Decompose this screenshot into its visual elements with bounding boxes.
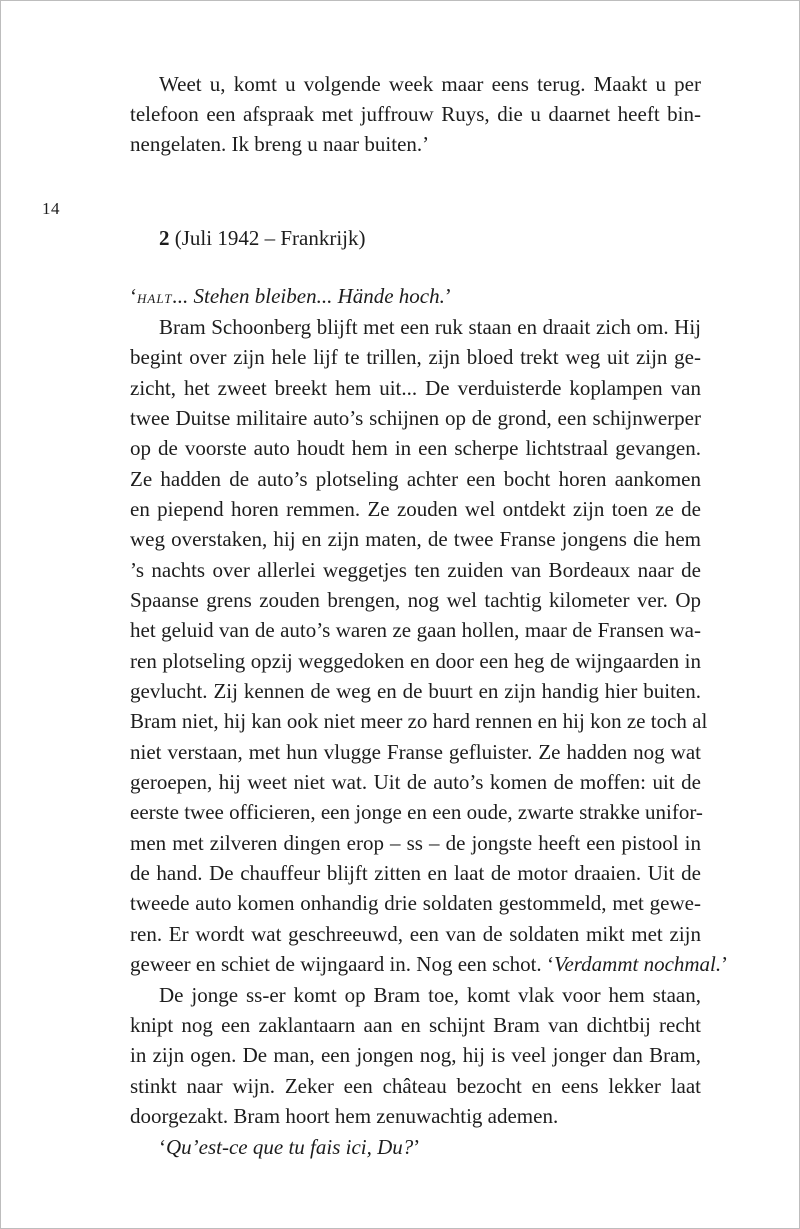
opening-line [130,281,452,311]
quote-mark: ’ [413,1135,421,1159]
chapter-subtitle: (Juli 1942 – Frankrijk) [174,226,366,250]
quote-mark: ‘ [159,1135,166,1159]
text-line: Ze hadden de auto’s plotseling achter een bocht horen aankomen [130,467,701,491]
text-line: gevlucht. Zij kennen de weg en de buurt en zijn handig hier buiten. [130,679,701,703]
text-line: niet verstaan, met hun vlugge Franse gefluister. Ze hadden nog wat [130,740,701,764]
quote-mark: ‘ [130,284,137,308]
page-number: 14 [42,199,60,218]
text-line: zicht, het zweet breekt hem uit... De verduisterde koplampen van [130,376,701,400]
text-line-last [130,949,729,979]
quote-mark: ’ [721,952,729,976]
halt-word: halt [137,287,173,308]
text-line: Spaanse grens zouden brengen, nog wel tachtig kilometer ver. Op [130,588,701,612]
text-line: men met zilveren dingen erop – ss – de jongste heeft een pistool in [130,831,701,855]
text-line: in zijn ogen. De man, een jongen nog, hij is veel jonger dan Bram, [130,1043,701,1067]
text-line: eerste twee officieren, een jonge en een oude, zwarte strakke unifor- [130,800,703,824]
opening-italic: ... Stehen bleiben... Hände hoch. [172,284,445,308]
text-line: het geluid van de auto’s waren ze gaan hollen, maar de Fransen wa- [130,618,701,642]
text-line: nengelaten. Ik breng u naar buiten.’ [130,132,430,156]
closing-line [159,1132,420,1162]
quote-mark: ’ [444,284,452,308]
text-span: geweer en schiet de wijngaard in. Nog een schot. [130,952,547,976]
text-line: doorgezakt. Bram hoort hem zenuwachtig ademen. [130,1104,559,1128]
text-line: ren plotseling opzij weggedoken en door een heg de wijngaarden in [130,649,701,673]
text-line: knipt nog een zaklantaarn aan en schijnt Bram van dichtbij recht [130,1013,701,1037]
text-line: Weet u, komt u volgende week maar eens terug. Maakt u per [159,72,701,96]
text-line: geroepen, hij weet niet wat. Uit de auto’s komen de moffen: uit de [130,770,701,794]
text-line: De jonge ss-er komt op Bram toe, komt vlak voor hem staan, [159,983,701,1007]
text-line: en piepend horen remmen. Ze zouden wel ontdekt zijn toen ze de [130,497,701,521]
text-line: Bram niet, hij kan ook niet meer zo hard rennen en hij kon ze toch al [130,709,708,733]
text-line: de hand. De chauffeur blijft zitten en laat de motor draaien. Uit de [130,861,701,885]
italic-question: Qu’est-ce que tu fais ici, Du? [166,1135,414,1159]
text-line: begint over zijn hele lijf te trillen, zijn bloed trekt weg uit zijn ge- [130,345,701,369]
text-line: ’s nachts over allerlei weggetjes ten zuiden van Bordeaux naar de [130,558,701,582]
text-line: stinkt naar wijn. Zeker een château bezocht en eens lekker laat [130,1074,701,1098]
text-line: twee Duitse militaire auto’s schijnen op de grond, een schijnwerper [130,406,701,430]
text-line: Bram Schoonberg blijft met een ruk staan en draait zich om. Hij [159,315,701,339]
chapter-number: 2 [159,226,170,250]
chapter-heading [159,223,365,253]
text-line: weg overstaken, hij en zijn maten, de twee Franse jongens die hem [130,527,701,551]
text-line: telefoon een afspraak met juffrouw Ruys, die u daarnet heeft bin- [130,102,701,126]
text-line: op de voorste auto houdt hem in een scherpe lichtstraal gevangen. [130,436,701,460]
quote-mark: ‘ [546,952,554,976]
italic-exclamation: Verdammt nochmal. [553,952,722,976]
text-line: tweede auto komen onhandig drie soldaten gestommeld, met gewe- [130,891,701,915]
text-line: ren. Er wordt wat geschreeuwd, een van de soldaten mikt met zijn [130,922,701,946]
